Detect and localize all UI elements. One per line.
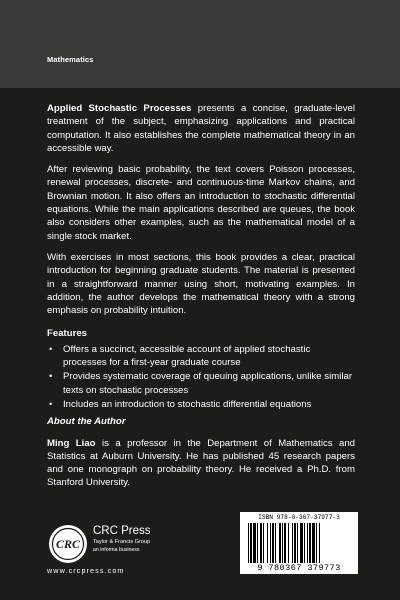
book-title: Applied Stochastic Processes [47, 103, 192, 114]
publisher-business: an informa business [93, 547, 140, 553]
barcode-bar [288, 523, 289, 563]
features-list [47, 343, 355, 411]
barcode-bar [309, 523, 311, 563]
back-cover-text [47, 102, 355, 498]
header-band [0, 0, 400, 88]
crc-logo-icon [47, 523, 89, 565]
author-name: Ming Liao [47, 437, 96, 449]
logo-text: CRC [55, 537, 81, 551]
barcode-bar [294, 523, 296, 563]
publisher-url: www.crcpress.com [47, 566, 125, 575]
features-heading: Features [47, 328, 87, 340]
description-paragraph-2: After reviewing basic probability, the text covers Poisson processes, renewal processes, discrete- and continuous-time Markov chains, and Brownian motion. It also offers an introduction to stochastic differential equations. While the main applications described are queues, the book also considers other examples, such as the mathematical model of a single stock market. [47, 164, 355, 242]
barcode-bar [250, 523, 252, 563]
bullet-icon: • [49, 398, 53, 410]
barcode-bar [275, 523, 276, 563]
barcode-digits: 9 780367 379773 [257, 563, 341, 573]
description-paragraph-1 [47, 102, 355, 155]
feature-text: Includes an introduction to stochastic differential equations [63, 398, 312, 410]
feature-text: Offers a succinct, accessible account of applied stochastic processes for a first-year graduate course [63, 343, 311, 369]
barcode-bar [279, 523, 281, 563]
author-heading: About the Author [47, 416, 126, 428]
feature-text: Provides systematic coverage of queuing applications, unlike similar texts on stochastic processes [63, 371, 353, 396]
barcode-bar [272, 523, 274, 563]
author-bio [47, 437, 355, 490]
barcode-bar [267, 523, 268, 563]
barcode-bar [260, 523, 262, 563]
bullet-icon: • [49, 371, 53, 383]
bullet-icon: • [49, 343, 53, 355]
barcode-bar [284, 523, 286, 563]
barcode-bar [304, 523, 305, 563]
barcode-icon [246, 523, 352, 563]
feature-item [47, 343, 355, 370]
description-paragraph-3: With exercises in most sections, this book provides a clear, practical introduction for beginning graduate students. The material is presented in a straightforward manner using short, motivating examples. In addition, the author develops the mathematical theory with a strong emphasis on probability intuition. [47, 251, 355, 317]
category-label: Mathematics [47, 55, 94, 64]
barcode-bar [263, 523, 264, 563]
barcode-bar [257, 523, 258, 563]
isbn-label: ISBN 978-0-367-37977-3 [258, 514, 340, 521]
description-paragraph-1-text: presents a concise, graduate-level treatment of the subject, emphasizing applications and practical computation. It also establishes the complete mathematical theory in an accessible way. [47, 103, 355, 154]
barcode-bar [316, 523, 317, 563]
barcode-bar [307, 523, 308, 563]
feature-item [47, 398, 355, 411]
barcode-bar [253, 523, 256, 563]
publisher-name: CRC Press [93, 525, 151, 537]
barcode-bar [270, 523, 271, 563]
barcode-bar [248, 523, 249, 563]
barcode-bar [297, 523, 298, 563]
publisher-group: Taylor & Francis Group [93, 539, 151, 545]
barcode-bar [282, 523, 283, 563]
feature-item [47, 370, 355, 397]
barcode-bar [300, 523, 303, 563]
barcode-bar [319, 523, 320, 563]
author-bio-text: is a professor in the Department of Mathematics and Statistics at Auburn University. He has published 45 research papers and one monograph on probability theory. He received a Ph.D. from Stanford University. [47, 437, 356, 489]
barcode-box [240, 512, 358, 574]
barcode-bar [292, 523, 293, 563]
barcode-bar [312, 523, 315, 563]
